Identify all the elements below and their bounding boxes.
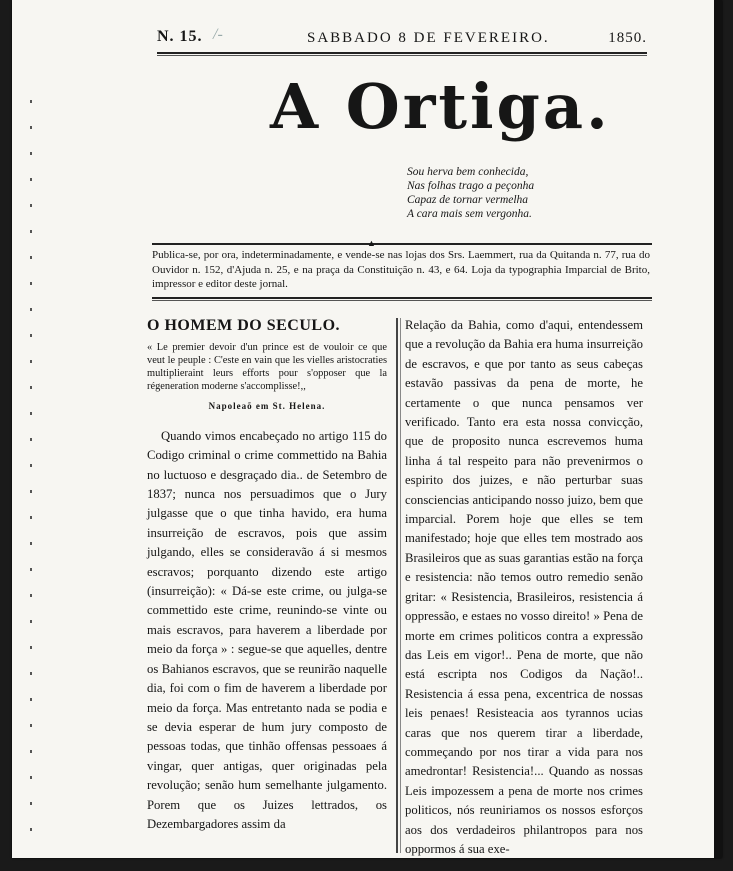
handwritten-note: /-: [213, 26, 223, 43]
page-edge: [714, 0, 722, 858]
masthead-header: [157, 28, 647, 50]
column-divider: [396, 318, 398, 853]
article-column-right: [405, 316, 643, 858]
epigraph-line: A cara mais sem vergonha.: [407, 208, 532, 220]
issue-number: N. 15.: [157, 28, 203, 45]
newspaper-title: A Ortiga.: [270, 70, 611, 143]
header-rule: [157, 52, 647, 54]
article-epigraph-quote: « Le premier devoir d'un prince est de vouloir ce que veut le peuple : C'este en vain que les vielles aristocraties multiplieraint leurs efforts pour s'opposer que la régeneration moderne s'accomplisse!,,: [147, 342, 387, 393]
epigraph-line: Nas folhas trago a peçonha: [407, 180, 535, 192]
epigraph-line: Sou herva bem conhecida,: [407, 166, 529, 178]
epigraph-line: Capaz de tornar vermelha: [407, 194, 529, 206]
article-column-left: [147, 316, 387, 834]
notice-rule-bottom: [152, 297, 652, 299]
article-body-left: Quando vimos encabeçado no artigo 115 do Codigo criminal o crime commettido na Bahia no luctuoso e desgraçado dia.. de Setembro de 1837; nunca nos persuadimos que o Jury julgasse que o que tinha havido, era huma insurreição de escravos, pois que assim julgando, elles se consideravão á si mesmos escravos; porquanto dizendo este artigo (insurreição): « Dá-se este crime, ou julga-se commettido este crime, reunindo-se vinte ou mais escravos, para haverem a liberdade por meio da força » : segue-se que aquelles, dentre os Bahianos escravos, que se reunirão naquelle dia, foi com o fim de haverem a liberdade por meio da força. Mas entretanto nada se podia e se devia esperar de hum jury composto de pessoas todas, que tinhão offensas pessoaes á vingar, quer antigas, quer originadas pela revolução; senão hum semelhante julgamento. Porem que os Juizes lettrados, os Dezembargadores assim da: [147, 428, 387, 831]
publication-notice: Publica-se, por ora, indeterminadamente, e vende-se nas lojas dos Srs. Laemmert, rua da Quitanda n. 77, rua do Ouvidor n. 152, d'Ajuda n. 25, e na praça da Constituição n. 43, e 64. Loja da typographia Imparcial de Brito, impressor e editor deste jornal.: [152, 249, 650, 290]
header-rule-thin: [157, 55, 647, 56]
quote-attribution: Napoleaõ em St. Helena.: [208, 401, 326, 412]
issue-year: 1850.: [608, 30, 647, 46]
newspaper-page: [12, 0, 722, 858]
epigraph: [407, 165, 587, 221]
notice-rule-top: [152, 243, 652, 245]
article-body-right: Relação da Bahia, como d'aqui, entendessem que a revolução da Bahia era huma insurreição de escravos, e que por tanto as seus cabeças estavão passivas da pena de morte, he certamente o que nunca pensamos ver verificado. Tanto era esta nossa convicção, que de proposito nunca escrevemos huma linha á tal respeito para não prevenirmos o espirito dos juizes, e não perturbar suas consciencias anticipando nosso juizo, bem que imparcial. Porem hoje que elles se tem manifestado; hoje que elles tem mostrado aos Brasileiros que as suas garantias estão na força e resistencia: não temos outro remedio senão gritar: « Resistencia, Brasileiros, resistencia á oppressão, e estaes no vosso direito! » Pena de morte em crimes politicos contra a expressão das Leis em vigor!.. Pena de morte, que não está escripta nos Codigos da Nação!.. Resistencia á essa pena, excentrica de nossas leis penaes! Resisteacia aos tyrannos ucias caras que nos querem tirar a liberdade, commeçando por nos tirar a vida para nos amedrontar! Resistencia!... Quando as nossas Leis impozessem a pena de morte nos crimes politicos, nós reuniriamos os nossos esforços aos dos verdadeiros philantropos para nos oppormos á sua exe-: [405, 318, 643, 856]
binding-margin: [30, 100, 32, 840]
article-headline: O HOMEM DO SECULO.: [147, 317, 341, 334]
notice-rule-bottom-thin: [152, 300, 652, 301]
issue-date: SABBADO 8 DE FEVEREIRO.: [307, 30, 550, 46]
column-divider-thin: [400, 318, 401, 853]
ornament-icon: ▲: [367, 238, 376, 248]
